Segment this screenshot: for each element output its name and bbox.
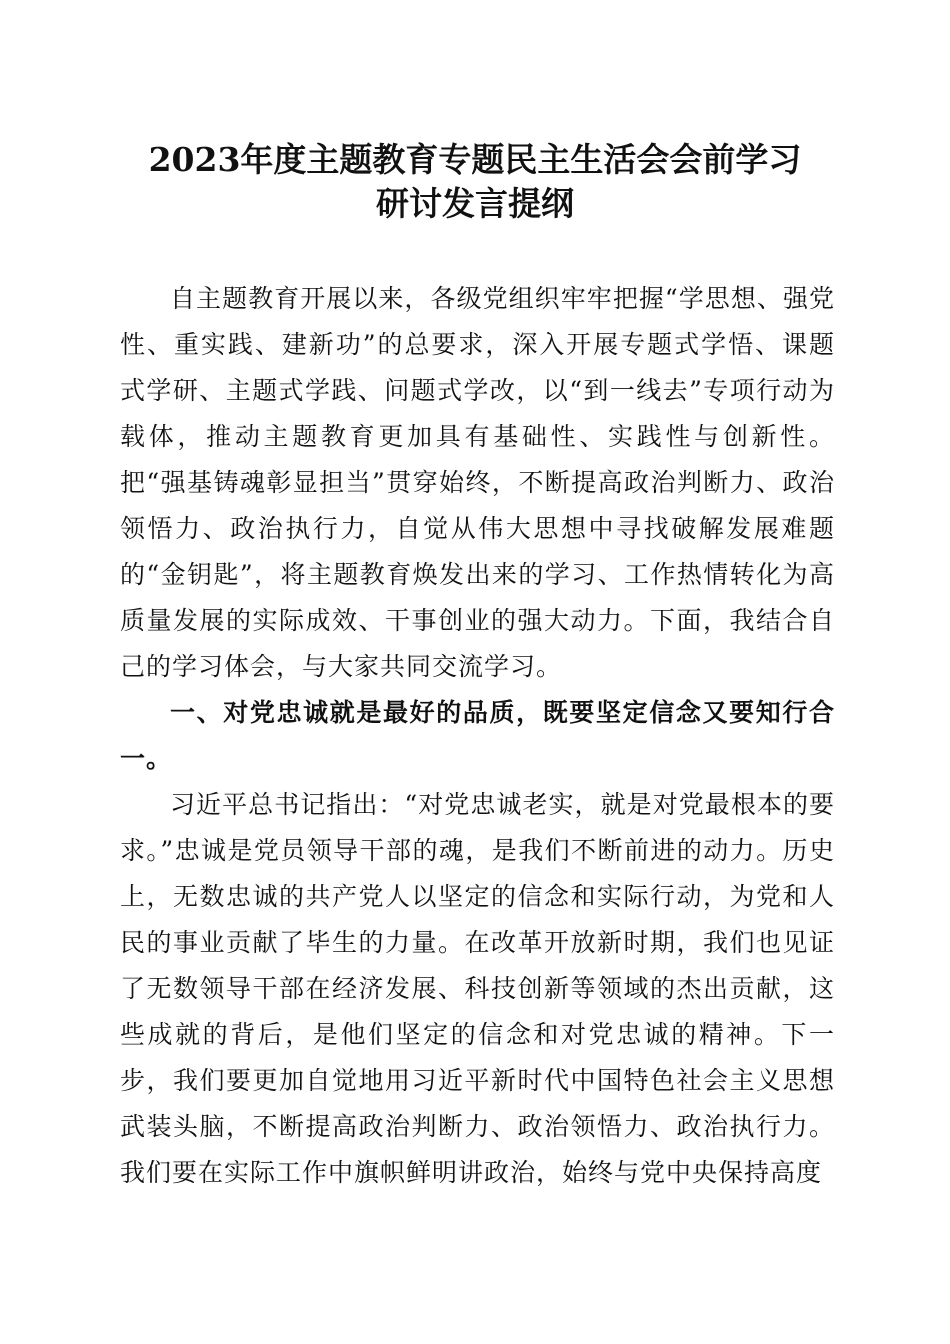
- intro-paragraph: 自主题教育开展以来，各级党组织牢牢把握“学思想、强党性、重实践、建新功”的总要求，深入开展专题式学悟、课题式学研、主题式学践、问题式学改，以“到一线去”专项行动为载体，推动主题教育更加具有基础性、实践性与创新性。把“强基铸魂彰显担当”贯穿始终，不断提高政治判断力、政治领悟力、政治执行力，自觉从伟大思想中寻找破解发展难题的“金钥匙”，将主题教育焕发出来的学习、工作热情转化为高质量发展的实际成效、干事创业的强大动力。下面，我结合自己的学习体会，与大家共同交流学习。: [120, 284, 835, 681]
- section-1-paragraph: 习近平总书记指出：“对党忠诚老实，就是对党最根本的要求。”忠诚是党员领导干部的魂，是我们不断前进的动力。历史上，无数忠诚的共产党人以坚定的信念和实际行动，为党和人民的事业贡献了毕生的力量。在改革开放新时期，我们也见证了无数领导干部在经济发展、科技创新等领域的杰出贡献，这些成就的背后，是他们坚定的信念和对党忠诚的精神。下一步，我们要更加自觉地用习近平新时代中国特色社会主义思想武装头脑，不断提高政治判断力、政治领悟力、政治执行力。我们要在实际工作中旗帜鲜明讲政治，始终与党中央保持高度: [120, 790, 835, 1187]
- document-title-line1: 2023年度主题教育专题民主生活会会前学习: [148, 140, 802, 179]
- document-title-line2: 研讨发言提纲: [376, 184, 574, 223]
- section-heading-1: 一、对党忠诚就是最好的品质，既要坚定信念又要知行合一。: [120, 698, 835, 773]
- document-body: [120, 276, 835, 1196]
